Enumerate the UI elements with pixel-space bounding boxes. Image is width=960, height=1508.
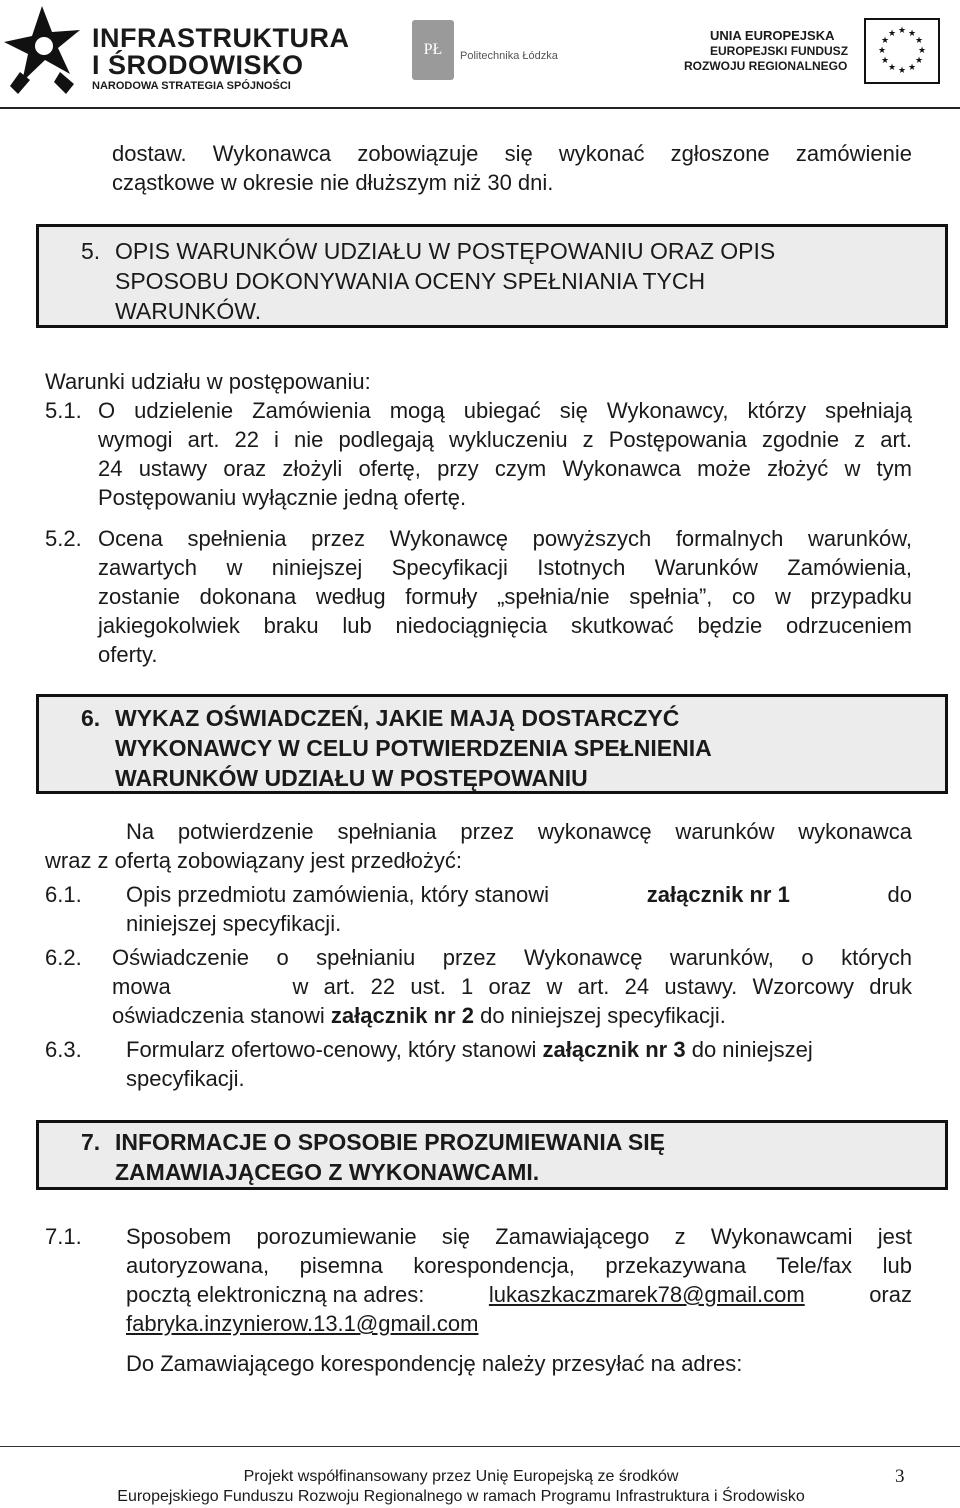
p63-attachment: załącznik nr 3 <box>542 1037 686 1062</box>
p52-line3: zostanie dokonana według formuły „spełnia/nie spełnia”, co w przypadku <box>98 584 912 609</box>
logo-center-text: Politechnika Łódzka <box>460 50 558 62</box>
section5-title-line2: SPOSOBU DOKONYWANIA OCENY SPEŁNIANIA TYCH <box>115 268 706 294</box>
svg-text:★: ★ <box>880 36 890 46</box>
p51-line2: wymogi art. 22 i nie podlegają wykluczeniu z Postępowania zgodnie z art. <box>98 427 912 452</box>
p61-attachment: załącznik nr 1 <box>646 882 790 907</box>
svg-text:★: ★ <box>880 56 890 66</box>
section5-heading-box <box>36 224 948 328</box>
p61-text-a: Opis przedmiotu zamówienia, który stanowi <box>126 882 550 907</box>
p71-text-a: pocztą elektroniczną na adres: <box>126 1282 425 1307</box>
star-burst-icon <box>0 2 84 98</box>
section7-heading-box <box>36 1120 948 1190</box>
section6-title-line1: WYKAZ OŚWIADCZEŃ, JAKIE MAJĄ DOSTARCZYĆ <box>115 705 680 731</box>
p71-line5: Do Zamawiającego korespondencję należy przesyłać na adres: <box>126 1351 743 1376</box>
p71-line2: autoryzowana, pisemna korespondencja, przekazywana Tele/fax lub <box>126 1253 912 1278</box>
p62-line3 <box>112 1001 726 1030</box>
politechnika-crest: PŁ <box>412 20 454 80</box>
section5-title-line1: OPIS WARUNKÓW UDZIAŁU W POSTĘPOWANIU ORAZ OPIS <box>115 238 776 264</box>
section6-title-line2: WYKONAWCY W CELU POTWIERDZENIA SPEŁNIENIA <box>115 735 712 761</box>
p63-number: 6.3. <box>45 1037 82 1062</box>
politechnika-logo <box>410 20 590 84</box>
logo-left-line3: NARODOWA STRATEGIA SPÓJNOŚCI <box>92 80 291 92</box>
eu-flag-icon <box>864 18 940 84</box>
p51-line4: Postępowaniu wyłącznie jedną ofertę. <box>98 485 467 510</box>
svg-text:★: ★ <box>897 26 907 36</box>
intro-line1: dostaw. Wykonawca zobowiązuje się wykonać zgłoszone zamówienie <box>112 141 912 166</box>
p63-text-a: Formularz ofertowo-cenowy, który stanowi <box>126 1037 543 1062</box>
section6-number: 6. <box>81 705 101 731</box>
p61-number: 6.1. <box>45 882 82 907</box>
p51-line1: O udzielenie Zamówienia mogą ubiegać się Wykonawcy, którzy spełniają <box>98 398 912 423</box>
p62-attachment: załącznik nr 2 <box>330 1003 474 1028</box>
section6-intro-line2: wraz z ofertą zobowiązany jest przedłożyć: <box>45 848 462 873</box>
p61-line1 <box>126 880 912 909</box>
footer-divider <box>0 1446 960 1447</box>
p62-number: 6.2. <box>45 945 82 970</box>
svg-text:★: ★ <box>914 36 924 46</box>
section7-number: 7. <box>81 1129 101 1155</box>
p71-text-c: oraz <box>869 1282 912 1307</box>
section6-title-line3: WARUNKÓW UDZIAŁU W POSTĘPOWANIU <box>115 765 588 791</box>
p61-line2: niniejszej specyfikacji. <box>126 911 342 936</box>
p51-number: 5.1. <box>45 398 82 423</box>
intro-line2: cząstkowe w okresie nie dłuższym niż 30 dni. <box>112 170 554 195</box>
p52-number: 5.2. <box>45 526 82 551</box>
p61-text-c: do <box>887 882 912 907</box>
section7-title-line1: INFORMACJE O SPOSOBIE PROZUMIEWANIA SIĘ <box>115 1129 665 1155</box>
p71-number: 7.1. <box>45 1224 82 1249</box>
svg-text:★: ★ <box>907 29 917 39</box>
section5-subheading: Warunki udziału w postępowaniu: <box>45 369 371 394</box>
p62-text-a: oświadczenia stanowi <box>112 1003 331 1028</box>
p71-line3 <box>126 1280 912 1309</box>
p62-line2: mowa w art. 22 ust. 1 oraz w art. 24 ustawy. Wzorcowy druk <box>112 974 912 999</box>
p52-line5: oferty. <box>98 642 158 667</box>
logo-left-line2: I ŚRODOWISKO <box>92 50 304 80</box>
eu-logo <box>680 18 942 84</box>
svg-text:★: ★ <box>917 46 927 56</box>
p71-line1: Sposobem porozumiewanie się Zamawiającego z Wykonawcami jest <box>126 1224 912 1249</box>
email-link-2[interactable]: fabryka.inzynierow.13.1@gmail.com <box>126 1311 479 1336</box>
section6-intro-line1: Na potwierdzenie spełniania przez wykonawcę warunków wykonawca <box>126 819 912 844</box>
svg-text:★: ★ <box>887 29 897 39</box>
p52-line4: jakiegokolwiek braku lub niedociągnięcia skutkować będzie odrzuceniem <box>98 613 912 638</box>
section5-number: 5. <box>81 238 101 264</box>
infrastruktura-logo <box>0 0 350 100</box>
p63-line2: specyfikacji. <box>126 1066 245 1091</box>
logo-left-line1: INFRASTRUKTURA <box>92 23 350 53</box>
header-divider <box>0 107 960 109</box>
footer-line1: Projekt współfinansowany przez Unię Europejską ze środków <box>243 1468 679 1485</box>
p51-line3: 24 ustawy oraz złożyli ofertę, przy czym Wykonawca może złożyć w tym <box>98 456 912 481</box>
svg-text:★: ★ <box>914 56 924 66</box>
p52-line1: Ocena spełnienia przez Wykonawcę powyższych formalnych warunków, <box>98 526 912 551</box>
footer-line2: Europejskiego Funduszu Rozwoju Regionalnego w ramach Programu Infrastruktura i Środowisko <box>117 1488 805 1505</box>
logo-right-line1: UNIA EUROPEJSKA <box>710 28 835 43</box>
section6-heading-box <box>36 694 948 794</box>
page-number: 3 <box>895 1466 905 1487</box>
section7-title-line2: ZAMAWIAJĄCEGO Z WYKONAWCAMI. <box>115 1159 540 1185</box>
p62-text-c: do niniejszej specyfikacji. <box>473 1003 726 1028</box>
p52-line2: zawartych w niniejszej Specyfikacji Istotnych Warunków Zamówienia, <box>98 555 912 580</box>
p63-text-c: do niniejszej <box>685 1037 813 1062</box>
email-link-1[interactable]: lukaszkaczmarek78@gmail.com <box>488 1282 805 1307</box>
svg-text:★: ★ <box>887 63 897 73</box>
p62-line1: Oświadczenie o spełnianiu przez Wykonawcę warunków, o których <box>112 945 912 970</box>
section5-title-line3: WARUNKÓW. <box>115 298 262 324</box>
svg-text:★: ★ <box>897 66 907 76</box>
svg-text:★: ★ <box>877 46 887 56</box>
svg-text:★: ★ <box>907 63 917 73</box>
p63-line1 <box>126 1035 813 1064</box>
logo-right-line3: ROZWOJU REGIONALNEGO <box>684 59 848 73</box>
logo-right-line2: EUROPEJSKI FUNDUSZ <box>710 44 849 58</box>
